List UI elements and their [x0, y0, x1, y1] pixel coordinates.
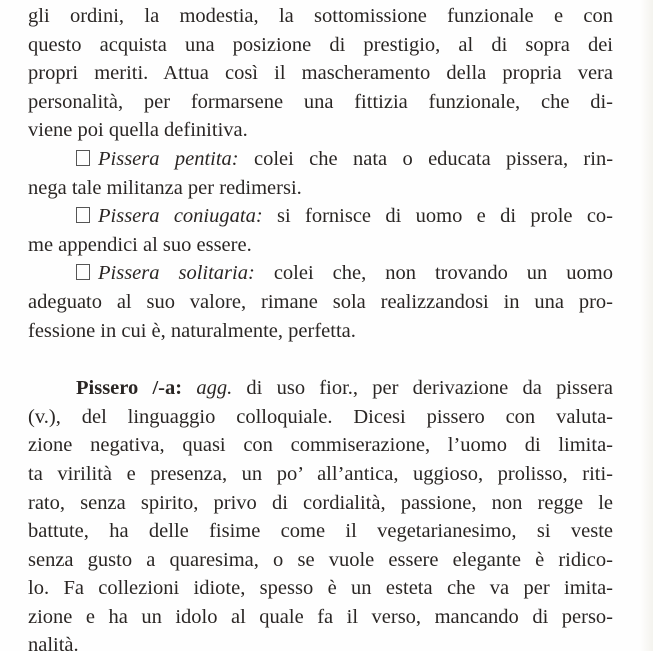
text-line: viene poi quella definitiva. — [28, 119, 248, 142]
checkbox-square-icon — [76, 207, 90, 223]
entry-pissera-coniugata — [28, 202, 613, 231]
checkbox-square-icon — [76, 150, 90, 166]
part-of-speech: agg. — [196, 377, 233, 400]
entry-pissera-pentita — [28, 145, 613, 174]
text-line: ta virilità e presenza, un po’ all’antica, uggioso, prolisso, riti- — [28, 462, 613, 485]
text-line: battute, ha delle fisime come il vegetarianesimo, si veste — [28, 520, 613, 543]
text-line: lo. Fa collezioni idiote, spesso è un esteta che va per imita- — [28, 577, 613, 600]
entry-text: colei che, non trovando un uomo — [273, 262, 613, 285]
text-line: fessione in cui è, naturalmente, perfetta. — [28, 319, 356, 342]
text-line: me appendici al suo essere. — [28, 233, 252, 256]
body-text — [28, 2, 613, 660]
definition-text: di uso fior., per derivazione da pissera — [246, 377, 613, 400]
text-line: adeguato al suo valore, rimane sola realizzandosi in una pro- — [28, 290, 613, 313]
page-edge-shadow — [639, 0, 653, 651]
entry-text: colei che nata o educata pissera, rin- — [253, 147, 614, 170]
entry-term: Pissera solitaria: — [98, 262, 255, 285]
definition-headline — [28, 374, 613, 403]
text-line: zione negativa, quasi con commiserazione, l’uomo di limita- — [28, 434, 613, 457]
text-line: personalità, per formarsene una fittizia funzionale, che di- — [28, 90, 613, 113]
text-line: propri meriti. Attua così il mascheramento della propria vera — [28, 62, 613, 85]
entry-text: si fornisce di uomo e di prole co- — [277, 205, 614, 228]
text-line: gli ordini, la modestia, la sottomissione funzionale e con — [28, 5, 613, 27]
entry-term: Pissera pentita: — [98, 147, 239, 170]
entry-pissera-solitaria — [28, 259, 613, 288]
text-line: zione e ha un idolo al quale fa il verso, mancando di perso- — [28, 605, 613, 628]
text-line: rato, senza spirito, privo di cordialità, passione, non regge le — [28, 491, 613, 514]
text-line: nalità. — [28, 634, 79, 657]
text-line: (v.), del linguaggio colloquiale. Dicesi pissero con valuta- — [28, 405, 613, 428]
entry-term: Pissera coniugata: — [98, 205, 263, 228]
paragraph-gap — [28, 345, 613, 374]
headword: Pissero /-a: — [76, 377, 183, 400]
checkbox-square-icon — [76, 264, 90, 280]
text-line: nega tale militanza per redimersi. — [28, 176, 302, 199]
text-line: senza gusto a quaresima, o se vuole essere elegante è ridico- — [28, 548, 613, 571]
text-line: questo acquista una posizione di prestigio, al di sopra dei — [28, 33, 613, 56]
